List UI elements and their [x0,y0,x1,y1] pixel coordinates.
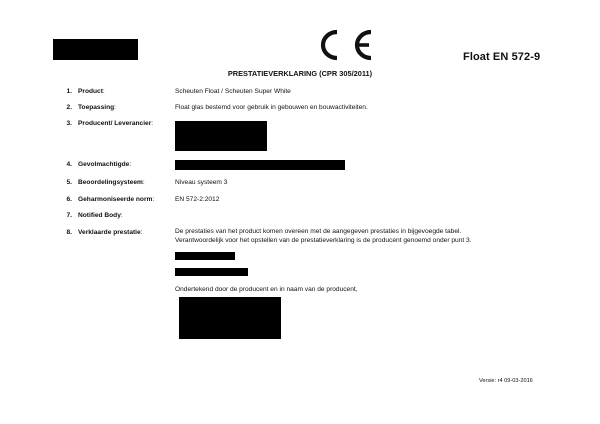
item-value: EN 572-2:2012 [175,196,220,203]
item-label: Geharmoniseerde norm [78,196,153,203]
item-value: Scheuten Float / Scheuten Super White [175,88,291,95]
redacted-authorised-representative [175,160,345,170]
item-value: Float glas bestemd voor gebruik in gebouwen en bouwactiviteiten. [175,104,368,111]
item-number: 5. [66,179,72,186]
item-label: Verklaarde prestatie [78,229,141,236]
item-row-gevolmachtigde: 4. Gevolmachtigde: [0,159,600,170]
item-number: 4. [66,161,72,168]
item-number: 6. [66,196,72,203]
item-number: 7. [66,212,72,219]
document-title: PRESTATIEVERKLARING (CPR 305/2011) [227,69,373,78]
redacted-logo [53,39,138,60]
item-label: Toepassing [78,104,115,111]
item-label: Producent/ Leverancier [78,120,152,127]
performance-statement [175,228,472,245]
item-number: 1. [66,88,72,95]
item-row-producent: 3. Producent/ Leverancier: [0,118,600,129]
item-row-norm: 6. Geharmoniseerde norm: EN 572-2:2012 [0,194,600,205]
item-label: Gevolmachtigde [78,161,130,168]
performance-line: Verantwoordelijk voor het opstellen van de prestatieverklaring is de producent genoemd onder punt 3. [175,236,472,244]
redacted-line [175,252,235,260]
item-label: Beoordelingsysteem [78,179,143,186]
redacted-line [175,268,248,276]
version-label: Versie: r4 09-03-2016 [479,378,533,384]
item-number: 8. [66,229,72,236]
item-number: 2. [66,104,72,111]
item-value: Niveau systeem 3 [175,179,228,186]
item-row-notified-body: 7. Notified Body: [0,210,600,221]
performance-line: De prestaties van het product komen overeen met de aangegeven prestaties in bijgevoegde tabel. [175,228,462,235]
redacted-producer [175,121,267,151]
item-row-verklaarde-prestatie: 8. Verklaarde prestatie: [0,227,600,238]
document-code: Float EN 572-9 [463,51,541,63]
item-row-product: 1. Product: Scheuten Float / Scheuten Super White [0,86,600,97]
signature-text: Ondertekend door de producent en in naam van de producent, [175,286,358,293]
item-label: Product [78,88,103,95]
item-number: 3. [66,120,72,127]
item-label: Notified Body [78,212,121,219]
ce-mark-icon [319,28,377,62]
item-row-beoordelingsysteem: 5. Beoordelingsysteem: Niveau systeem 3 [0,177,600,188]
item-row-toepassing: 2. Toepassing: Float glas bestemd voor gebruik in gebouwen en bouwactiviteiten. [0,102,600,113]
redacted-signature [179,297,281,339]
